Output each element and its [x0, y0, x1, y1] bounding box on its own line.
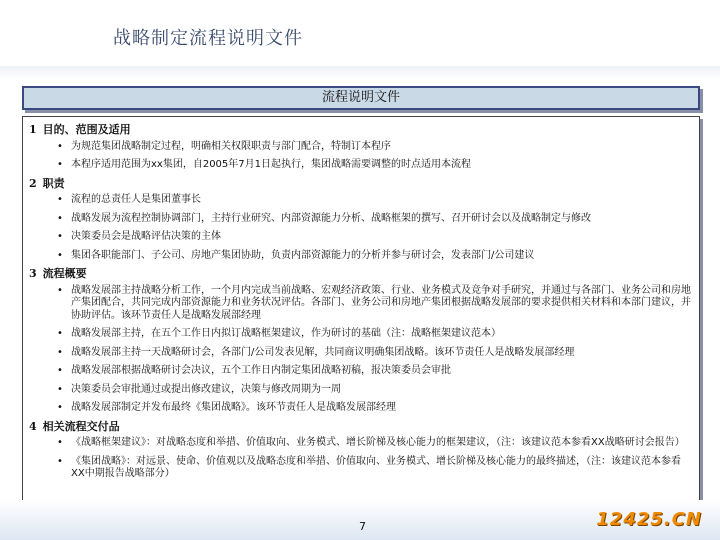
- watermark-logo: 12425.CN: [596, 509, 702, 530]
- list-item: [29, 456, 691, 481]
- bullet-icon: •: [57, 383, 63, 395]
- list-item: [29, 347, 691, 360]
- sections-container: [29, 124, 691, 481]
- section-number: 4: [29, 419, 37, 433]
- list-item: [29, 402, 691, 415]
- section-item-list: [29, 437, 691, 481]
- list-item-text: 战略发展部主持战略分析工作，一个月内完成当前战略、宏观经济政策、行业、业务模式及竞争对手研究，并通过与各部门、业务公司和房地产集团配合，共同完成内部资源能力和业务状况评估。各部门、业务公司和房地产集团根据战略发展部的要求提供相关材料和本部门建议，并协助评估。该环节责任人是战略发展部经理: [71, 284, 691, 321]
- top-gradient-band: [0, 66, 720, 80]
- bullet-icon: •: [57, 212, 63, 224]
- bullet-icon: •: [57, 194, 63, 205]
- list-item-text: 《战略框架建议》：对战略态度和举措、价值取向、业务模式、增长阶梯及核心能力的框架建议，（注：该建议范本参看XX战略研讨会报告）: [71, 437, 685, 448]
- list-item-text: 本程序适用范围为xx集团，自2005年7月1日起执行，集团战略需要调整的时点适用本流程: [71, 159, 472, 170]
- bullet-icon: •: [57, 402, 63, 413]
- bullet-icon: •: [57, 328, 63, 339]
- list-item: [29, 365, 691, 378]
- bullet-icon: •: [57, 365, 63, 376]
- list-item-text: 《集团战略》：对远景、使命、价值观以及战略态度和举措、价值取向、业务模式、增长阶梯及核心能力的最终描述，（注：该建议范本参看XX中期报告战略部分）: [71, 455, 681, 479]
- list-item-text: 战略发展部主持，在五个工作日内拟订战略框架建议，作为研讨的基础（注：战略框架建议范本）: [71, 328, 501, 339]
- section-title: 目的、范围及适用: [42, 123, 131, 136]
- section-heading: [29, 268, 691, 281]
- list-item-text: 战略发展部制定并发布最终《集团战略》。该环节责任人是战略发展部经理: [71, 402, 396, 413]
- list-item: [29, 231, 691, 244]
- bullet-icon: •: [57, 284, 63, 296]
- list-item-text: 为规范集团战略制定过程，明确相关权限职责与部门配合，特制订本程序: [71, 140, 391, 152]
- section-item-list: [29, 285, 691, 415]
- list-item: [29, 384, 691, 397]
- list-item: [29, 437, 691, 450]
- list-item: [29, 194, 691, 207]
- section-heading: [29, 421, 691, 434]
- content-box: [22, 116, 700, 518]
- list-item: [29, 285, 691, 323]
- bullet-icon: •: [57, 231, 63, 242]
- bullet-icon: •: [57, 159, 63, 170]
- section-title: 职责: [42, 176, 65, 190]
- section-number: 3: [29, 267, 37, 280]
- section-number: 2: [29, 176, 37, 190]
- bullet-icon: •: [57, 140, 63, 152]
- list-item-text: 决策委员会是战略评估决策的主体: [71, 231, 221, 242]
- bullet-icon: •: [57, 249, 63, 261]
- section-title: 相关流程交付品: [42, 419, 120, 433]
- section-title: 流程概要: [42, 267, 87, 280]
- list-item-text: 流程的总责任人是集团董事长: [71, 194, 201, 205]
- list-item: [29, 328, 691, 341]
- section-item-list: [29, 194, 691, 262]
- list-item-text: 战略发展为流程控制协调部门，主持行业研究、内部资源能力分析、战略框架的撰写、召开研讨会以及战略制定与修改: [71, 212, 591, 224]
- slide-title: 战略制定流程说明文件: [113, 28, 303, 49]
- section-heading: [29, 178, 691, 191]
- section-item-list: [29, 141, 691, 172]
- section-heading: [29, 124, 691, 137]
- list-item: [29, 141, 691, 154]
- bullet-icon: •: [57, 455, 63, 467]
- list-item: [29, 159, 691, 172]
- list-item-text: 集团各职能部门、子公司、房地产集团协助，负责内部资源能力的分析并参与研讨会，发表部门/公司建议: [71, 249, 535, 261]
- list-item: [29, 213, 691, 226]
- list-item: [29, 250, 691, 263]
- bullet-icon: •: [57, 437, 63, 448]
- list-item-text: 战略发展部根据战略研讨会决议，五个工作日内制定集团战略初稿，报决策委员会审批: [71, 365, 451, 376]
- page-number: 7: [359, 520, 366, 533]
- section-number: 1: [29, 123, 37, 136]
- header-box: 流程说明文件: [22, 86, 700, 110]
- bullet-icon: •: [57, 346, 63, 358]
- list-item-text: 战略发展部主持一天战略研讨会，各部门/公司发表见解，共同商议明确集团战略。该环节责任人是战略发展部经理: [71, 346, 575, 358]
- list-item-text: 决策委员会审批通过或提出修改建议，决策与修改周期为一周: [71, 383, 341, 395]
